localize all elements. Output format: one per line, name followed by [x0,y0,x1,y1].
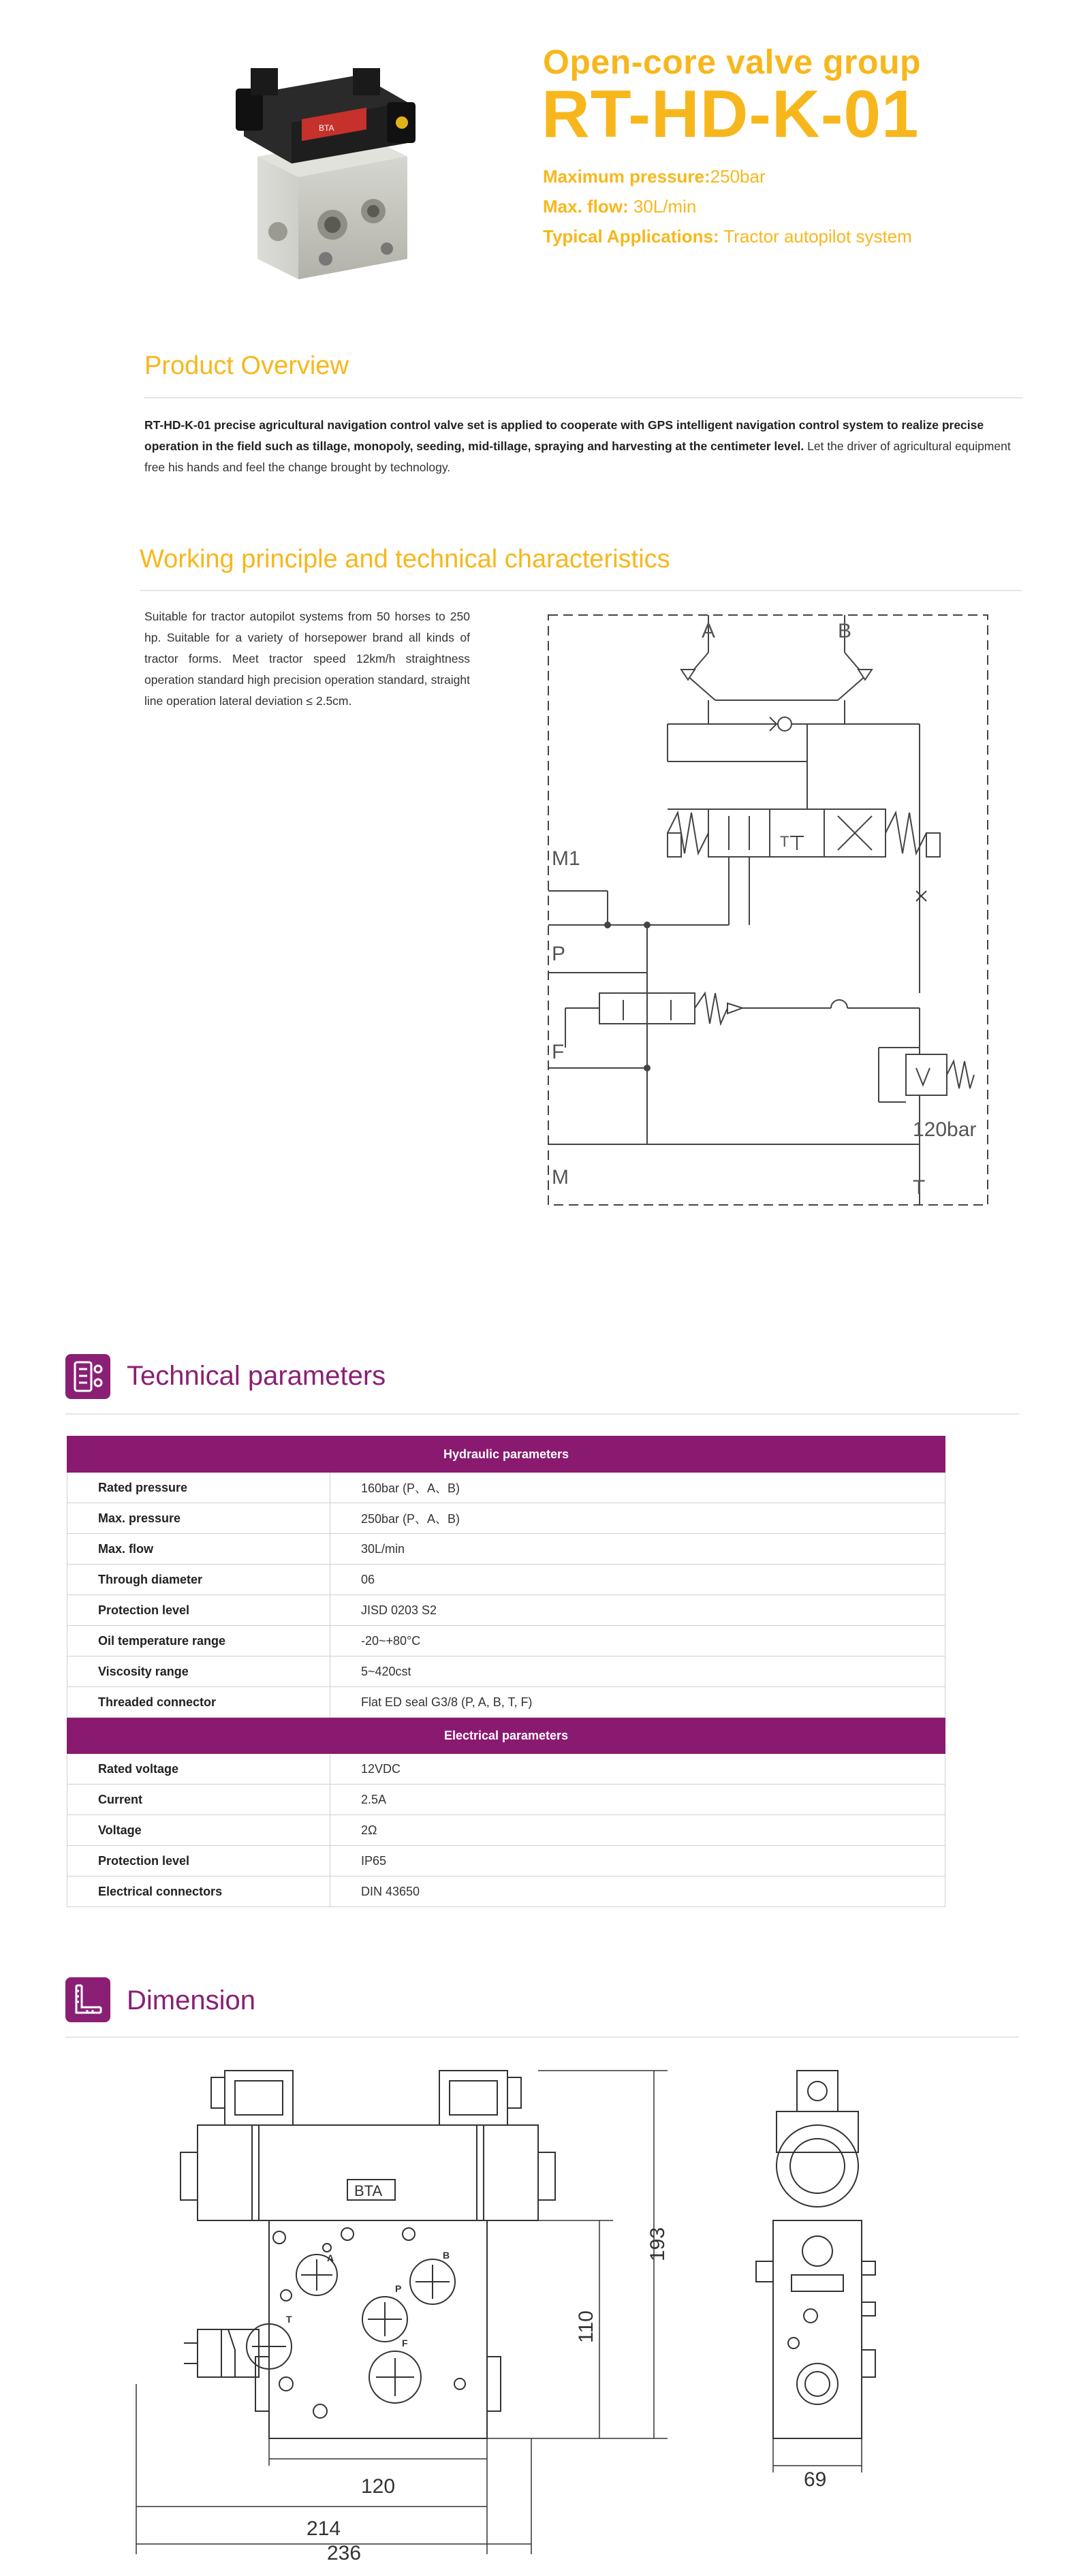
spec-value: 250bar [710,166,766,187]
table-row [67,1503,945,1534]
relief-setting-label: 120bar [913,1118,977,1141]
principle-heading: Working principle and technical characteristics [140,545,670,574]
table-row [67,1534,945,1565]
spec-label: Maximum pressure: [543,166,710,187]
port-label-b: B [838,620,852,642]
overview-heading: Product Overview [144,351,349,380]
param-key: Oil temperature range [67,1626,330,1656]
param-key: Through diameter [67,1565,330,1595]
overview-text-normal: Let the driver of agricultural equipment free his hands and feel the change brought by technology. [144,439,1011,474]
port-label-m: M [552,1166,569,1189]
dimension-heading: Dimension [127,1985,255,2015]
param-value: -20~+80°C [330,1626,945,1656]
param-key: Current [67,1785,330,1815]
spec-value: Tractor autopilot system [719,226,912,247]
tech-divider [65,1413,1019,1415]
port-label-f: F [552,1041,565,1063]
dimension-divider [65,2037,1019,2038]
drawing-port-a: A [327,2252,334,2263]
table-row [67,1595,945,1626]
hydraulic-header-row [67,1436,945,1473]
spec-label: Max. flow: [543,196,629,217]
dim-110: 110 [575,2310,597,2343]
electrical-header: Electrical parameters [67,1718,945,1754]
overview-divider [144,397,1023,398]
valve-label: BTA [319,123,334,133]
dimension-front-view [123,2057,688,2561]
table-row [67,1626,945,1656]
table-row [67,1473,945,1503]
param-key: Rated voltage [67,1754,330,1785]
port-label-m1: M1 [552,847,580,870]
spec-max-pressure [543,166,766,187]
param-key: Max. pressure [67,1503,330,1534]
param-value: 2Ω [330,1815,945,1846]
param-key: Voltage [67,1815,330,1846]
drawing-port-p: P [395,2283,402,2294]
drawing-port-b: B [443,2250,450,2261]
technical-parameters-heading: Technical parameters [127,1361,386,1391]
param-key: Max. flow [67,1534,330,1565]
hydraulic-header: Hydraulic parameters [67,1436,945,1473]
table-row [67,1565,945,1595]
port-label-p: P [552,943,566,965]
dim-236: 236 [327,2542,362,2561]
drawing-port-f: F [402,2338,408,2349]
param-value: 5~420cst [330,1656,945,1687]
table-row [67,1815,945,1846]
overview-text [144,415,1027,478]
product-subtitle: Open-core valve group [543,43,922,81]
param-value: IP65 [330,1846,945,1876]
overview-text-bold: RT-HD-K-01 precise agricultural navigation control valve set is applied to cooperate with GPS intelligent navigation control system to realize precise operation in the field such as tillage, monopoly, seeding, mid-tillage, spraying and harvesting at the centimeter level. [144,418,984,453]
param-key: Threaded connector [67,1687,330,1718]
hydraulic-schematic [545,612,994,1211]
param-key: Protection level [67,1846,330,1876]
param-value: Flat ED seal G3/8 (P, A, B, T, F) [330,1687,945,1718]
param-key: Electrical connectors [67,1876,330,1907]
spec-value: 30L/min [628,196,697,217]
spec-label: Typical Applications: [543,226,719,247]
product-photo [223,54,448,279]
parameters-icon [65,1354,110,1399]
principle-divider [140,590,1022,591]
param-key: Rated pressure [67,1473,330,1503]
param-key: Protection level [67,1595,330,1626]
param-value: 06 [330,1565,945,1595]
param-value: 30L/min [330,1534,945,1565]
parameters-table [67,1436,945,1907]
param-value: DIN 43650 [330,1876,945,1907]
table-row [67,1656,945,1687]
port-label-a: A [702,620,716,642]
dimension-icon [65,1977,110,2022]
param-value: 250bar (P、A、B) [330,1503,945,1534]
table-row [67,1876,945,1907]
table-row [67,1754,945,1785]
dim-120: 120 [361,2475,396,2498]
dim-69: 69 [804,2468,827,2491]
dimension-side-view [736,2057,899,2520]
dim-214: 214 [307,2517,341,2540]
param-key: Viscosity range [67,1656,330,1687]
dim-193: 193 [646,2227,669,2261]
param-value: 160bar (P、A、B) [330,1473,945,1503]
port-label-t2: T [913,1176,926,1199]
drawing-brand: BTA [354,2182,383,2199]
principle-text: Suitable for tractor autopilot systems from 50 horses to 250 hp. Suitable for a variety of horsepower brand all kinds of tractor forms. Meet tractor speed 12km/h straightness operation standard high precision operation standard, straight line operation lateral deviation ≤ 2.5cm. [144,610,470,708]
param-value: JISD 0203 S2 [330,1595,945,1626]
product-model: RT-HD-K-01 [542,76,920,151]
electrical-header-row [67,1718,945,1754]
param-value: 2.5A [330,1785,945,1815]
drawing-port-t: T [286,2314,292,2325]
port-label-t: T [780,833,789,850]
spec-applications [543,226,912,247]
table-row [67,1846,945,1876]
table-row [67,1687,945,1718]
table-row [67,1785,945,1815]
param-value: 12VDC [330,1754,945,1785]
spec-max-flow [543,196,696,217]
